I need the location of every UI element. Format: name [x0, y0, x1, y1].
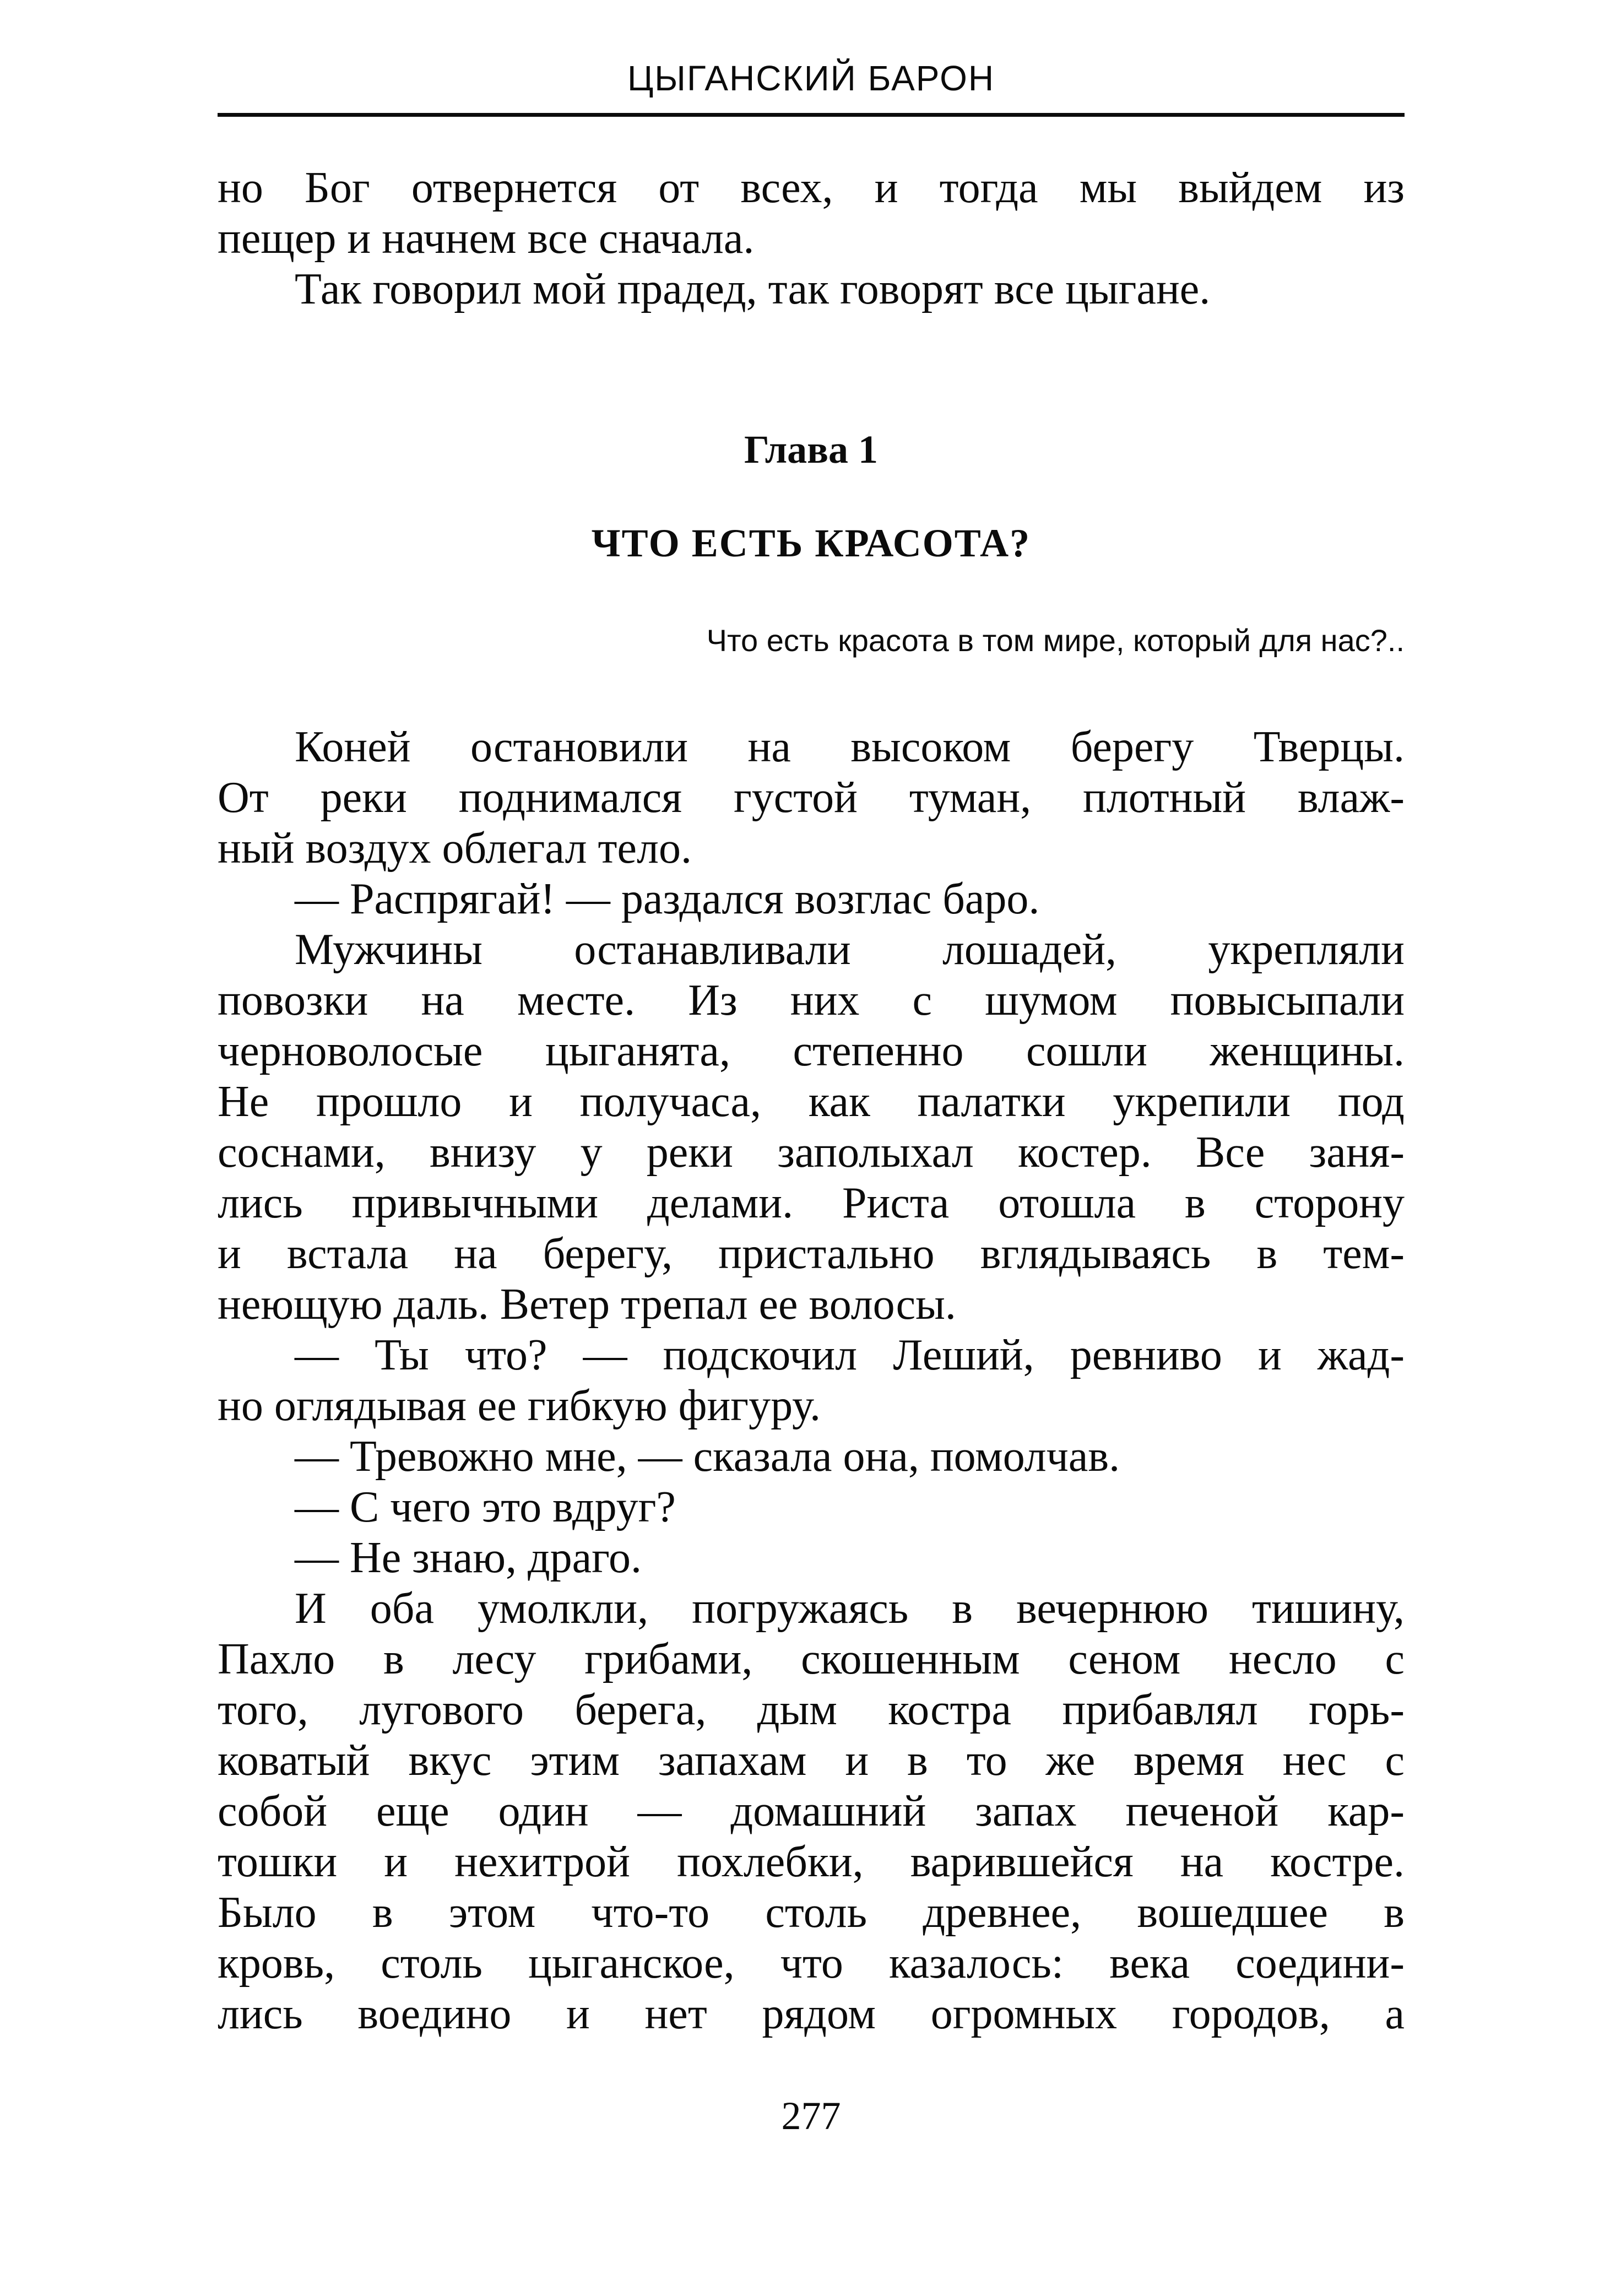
text-line: соснами, внизу у реки заполыхал костер. Все заня- [218, 1128, 1405, 1177]
text-line: Было в этом что-то столь древнее, вошедшее в [218, 1888, 1405, 1937]
intro-paragraph-1 [218, 163, 1405, 264]
body-paragraph-5 [218, 1431, 1405, 1482]
epigraph: Что есть красота в том мире, который для нас?.. [706, 623, 1405, 658]
text-line: Коней остановили на высоком берегу Тверцы. [295, 723, 1405, 771]
text-line: — Не знаю, драго. [295, 1534, 642, 1582]
text-line: и встала на берегу, пристально вглядываясь в тем- [218, 1230, 1405, 1278]
body-paragraph-3 [218, 924, 1405, 1330]
body-paragraph-1 [218, 722, 1405, 874]
chapter-body [218, 722, 1405, 2039]
intro-text [218, 163, 1405, 315]
body-paragraph-7 [218, 1533, 1405, 1583]
body-paragraph-2 [218, 874, 1405, 924]
text-line: ный воздух облегал тело. [218, 824, 692, 873]
page-number: 277 [781, 2094, 841, 2138]
text-line: Не прошло и получаса, как палатки укрепили под [218, 1077, 1405, 1126]
text-line: — Распрягай! — раздался возглас баро. [295, 875, 1040, 923]
chapter-number: Глава 1 [744, 427, 878, 472]
intro-paragraph-2 [218, 264, 1405, 315]
text-line: но Бог отвернется от всех, и тогда мы выйдем из [218, 164, 1405, 212]
text-line: пещер и начнем все сначала. [218, 214, 755, 263]
text-line: Мужчины останавливали лошадей, укрепляли [295, 925, 1405, 974]
running-head: ЦЫГАНСКИЙ БАРОН [627, 58, 995, 98]
body-paragraph-4 [218, 1330, 1405, 1431]
text-line: коватый вкус этим запахам и в то же время нес с [218, 1736, 1405, 1785]
text-line: — С чего это вдруг? [295, 1483, 676, 1531]
text-line: лись воедино и нет рядом огромных городов, а [218, 1990, 1405, 2038]
header-rule [218, 113, 1405, 117]
body-paragraph-6 [218, 1482, 1405, 1533]
text-line: лись привычными делами. Риста отошла в сторону [218, 1179, 1405, 1227]
text-line: — Ты что? — подскочил Леший, ревниво и жад- [295, 1331, 1405, 1379]
text-line: черноволосые цыганята, степенно сошли женщины. [218, 1027, 1405, 1075]
chapter-title: ЧТО ЕСТЬ КРАСОТА? [591, 521, 1031, 565]
text-line: — Тревожно мне, — сказала она, помолчав. [295, 1432, 1120, 1481]
text-line: тошки и нехитрой похлебки, варившейся на костре. [218, 1838, 1405, 1886]
text-line: собой еще один — домашний запах печеной кар- [218, 1787, 1405, 1835]
text-line: От реки поднимался густой туман, плотный влаж- [218, 773, 1405, 822]
body-paragraph-8 [218, 1583, 1405, 2039]
text-line: того, лугового берега, дым костра прибавлял горь- [218, 1686, 1405, 1734]
text-line: кровь, столь цыганское, что казалось: века соедини- [218, 1939, 1405, 1988]
text-line: повозки на месте. Из них с шумом повысыпали [218, 976, 1405, 1025]
text-line: Так говорил мой прадед, так говорят все цыгане. [295, 265, 1211, 313]
text-line: но оглядывая ее гибкую фигуру. [218, 1382, 821, 1430]
text-line: неющую даль. Ветер трепал ее волосы. [218, 1280, 956, 1329]
text-line: Пахло в лесу грибами, скошенным сеном несло с [218, 1635, 1405, 1683]
text-line: И оба умолкли, погружаясь в вечернюю тишину, [295, 1584, 1405, 1633]
